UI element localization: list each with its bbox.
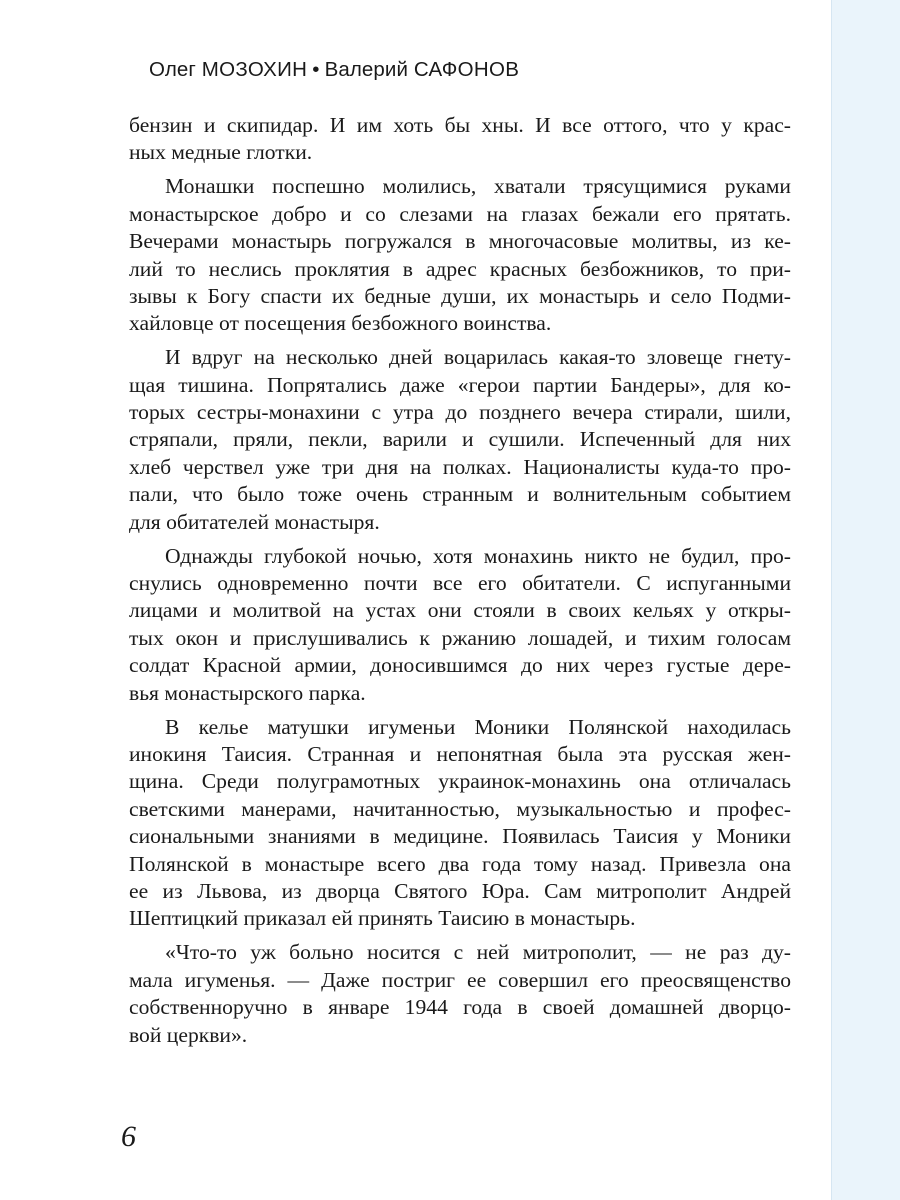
text-line: лицами и молитвой на устах они стояли в своих кельях у откры- — [129, 598, 791, 623]
text-line: вья монастырского парка. — [129, 680, 366, 705]
author2-last-name: САФОНОВ — [413, 58, 520, 81]
text-line: снулись одновременно почти все его обитатели. С испуганными — [129, 571, 791, 595]
paragraph — [129, 543, 791, 707]
text-line: хайловце от посещения безбожного воинства. — [129, 311, 552, 336]
text-line: мала игуменья. — Даже постриг ее совершил его преосвященство — [129, 967, 791, 992]
text-line: торых сестры-монахини с утра до позднего вечера стирали, шили, — [129, 400, 791, 425]
text-line: зывы к Богу спасти их бедные души, их монастырь и село Подми- — [129, 283, 791, 308]
text-line: монастырское добро и со слезами на глазах бежали его прятать. — [129, 201, 791, 226]
text-line: собственноручно в январе 1944 года в своей домашней дворцо- — [129, 995, 791, 1020]
text-line: инокиня Таисия. Странная и непонятная была эта русская жен- — [129, 741, 791, 766]
author1-last-name: МОЗОХИН — [201, 58, 308, 81]
header-separator: • — [312, 58, 320, 81]
text-line: Шептицкий приказал ей принять Таисию в монастырь. — [129, 906, 636, 931]
text-line: сиональными знаниями в медицине. Появилась Таисия у Моники — [129, 824, 791, 849]
text-line: ее из Львова, из дворца Святого Юра. Сам митрополит Андрей — [129, 878, 791, 903]
text-line: Вечерами монастырь погружался в многочасовые молитвы, из ке- — [129, 229, 791, 254]
paragraph — [129, 344, 791, 536]
text-line: Однажды глубокой ночью, хотя монахинь никто не будил, про- — [165, 543, 791, 568]
text-line: бензин и скипидар. И им хоть бы хны. И все оттого, что у крас- — [129, 113, 791, 137]
text-line: Полянской в монастыре всего два года тому назад. Привезла она — [129, 851, 791, 876]
text-line: светскими манерами, начитанностью, музыкальностью и профес- — [129, 796, 791, 821]
text-line: Монашки поспешно молились, хватали трясущимися руками — [165, 174, 791, 199]
text-line: для обитателей монастыря. — [129, 509, 380, 534]
running-header — [149, 58, 519, 82]
text-line: солдат Красной армии, доносившимся до них через густые дере- — [129, 653, 791, 678]
text-line: «Что-то уж больно носится с ней митрополит, — не раз ду- — [165, 940, 791, 965]
text-line: вой церкви». — [129, 1022, 248, 1047]
page-number: 6 — [121, 1120, 136, 1153]
author1-first-name: Олег — [149, 58, 196, 81]
text-line: тых окон и прислушивались к ржанию лошадей, и тихим голосам — [129, 625, 791, 650]
text-line: щина. Среди полуграмотных украинок-монахинь она отличалась — [129, 769, 791, 794]
paragraph — [129, 939, 791, 1049]
text-line: хлеб черствел уже три дня на полках. Националисты куда-то про- — [129, 454, 791, 479]
text-line: стряпали, пряли, пекли, варили и сушили. Испеченный для них — [129, 427, 791, 452]
paragraph — [129, 714, 791, 933]
text-line: щая тишина. Попрятались даже «герои партии Бандеры», для ко- — [129, 372, 791, 397]
text-line: ных медные глотки. — [129, 140, 313, 165]
page-edge-shadow — [831, 0, 900, 1200]
text-line: пали, что было тоже очень странным и волнительным событием — [129, 482, 791, 507]
text-line: И вдруг на несколько дней воцарилась какая-то зловеще гнету- — [165, 345, 791, 370]
author2-first-name: Валерий — [324, 58, 409, 81]
paragraph — [129, 112, 791, 167]
body-text — [129, 112, 791, 1055]
text-line: лий то неслись проклятия в адрес красных безбожников, то при- — [129, 256, 791, 281]
paragraph — [129, 173, 791, 337]
text-line: В келье матушки игуменьи Моники Полянской находилась — [165, 714, 791, 739]
